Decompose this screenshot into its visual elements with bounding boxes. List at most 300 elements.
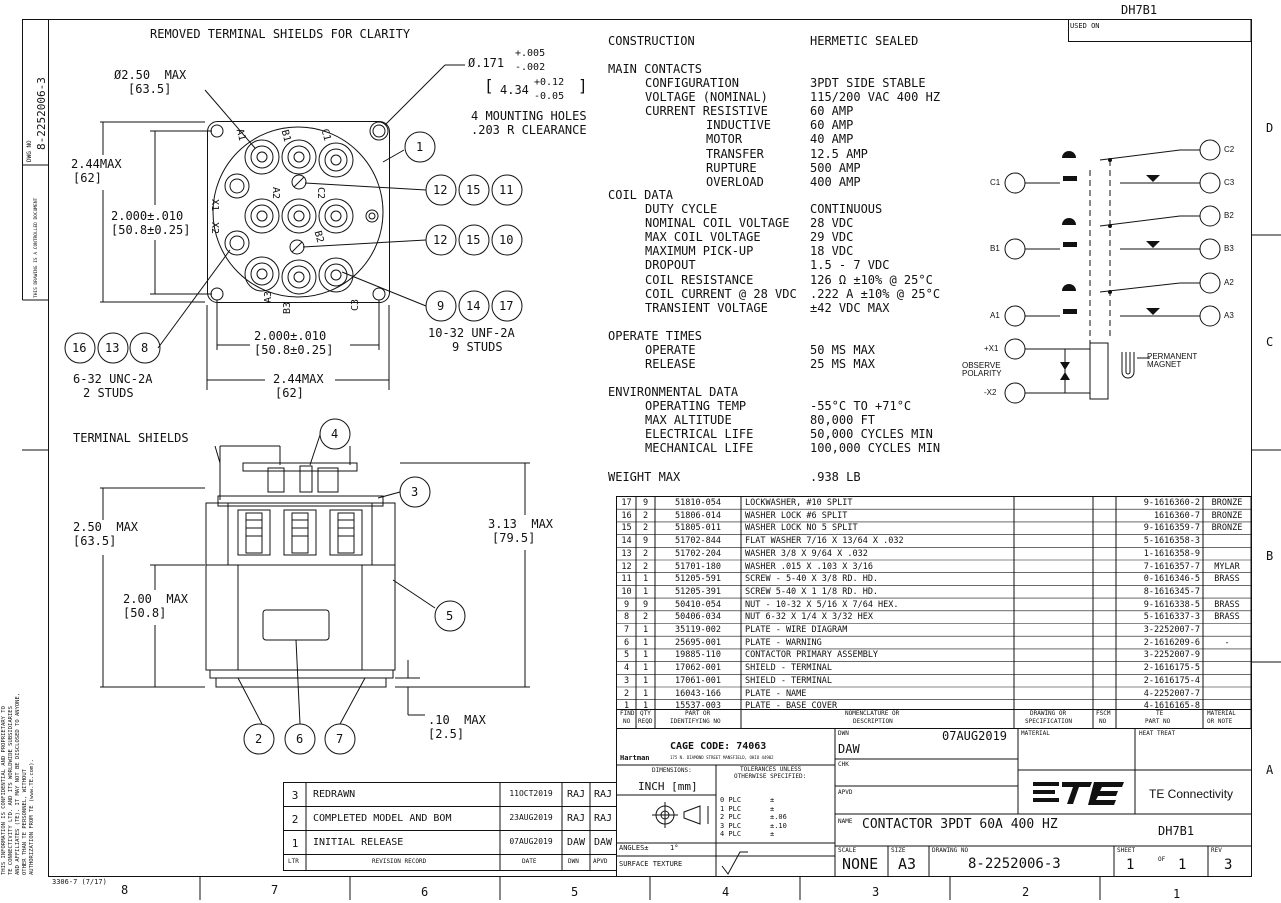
bom-cell-find: 13 (621, 548, 632, 559)
bom-cell-qty: 9 (642, 599, 649, 610)
spec-label: COIL CURRENT @ 28 VDC (645, 286, 797, 301)
bom-cell-part: 51702-844 (674, 536, 722, 547)
bom-cell-qty: 9 (642, 536, 649, 547)
chk-label: CHK (838, 761, 849, 768)
zone-8: 8 (121, 883, 129, 897)
balloon-13: 13 (105, 341, 120, 355)
bom-cell-desc: SHIELD - TERMINAL (745, 675, 832, 686)
mounting-note-2: .203 R CLEARANCE (471, 123, 587, 137)
company-addr: 175 N. DIAMOND STREET MANSFIELD, OHIO 44902 (670, 755, 774, 760)
rev-cell-record: REDRAWN (313, 789, 356, 800)
spec-value: -55°C TO +71°C (810, 399, 912, 413)
bom-hdr-qty-1: QTY (640, 710, 651, 717)
construction-value: HERMETIC SEALED (810, 34, 919, 48)
bom-cell-part: 51702-204 (674, 548, 722, 559)
bom-cell-find: 3 (623, 675, 630, 686)
zone-d: D (1266, 121, 1274, 135)
w-244-mm: [62] (275, 386, 304, 400)
bom-cell-desc: PLATE - BASE COVER (745, 701, 838, 712)
sch-a1: A1 (990, 311, 1000, 320)
rev-cell-apvd: RAJ (593, 789, 613, 800)
term-x1: X1 (209, 198, 221, 212)
bom-cell-part: 51810-054 (674, 498, 722, 508)
doc-id: DH7B1 (1158, 824, 1195, 838)
balloon-3: 3 (411, 485, 419, 499)
bom-hdr-te-2: PART NO (1145, 718, 1171, 725)
bom-cell-te: 1616360-7 (1153, 510, 1200, 521)
bom-cell-qty: 2 (642, 510, 649, 521)
rev-cell-date: 07AUG2019 (509, 837, 553, 846)
bom-hdr-te-1: TE (1156, 710, 1164, 717)
balloon-5: 5 (446, 609, 454, 623)
company-small: Hartman (620, 754, 650, 762)
spec-label: TRANSFER (706, 146, 764, 161)
bom-cell-qty: 9 (642, 498, 649, 508)
cage-code: CAGE CODE: 74063 (670, 741, 767, 752)
bom-cell-te: 7-1616357-7 (1143, 561, 1200, 572)
balloon-6: 6 (296, 732, 304, 746)
bom-cell-part: 15537-003 (674, 701, 722, 712)
bom-cell-find: 7 (623, 625, 630, 635)
proprietary-line-5: AUTHORIZATION FROM TE (www.TE.com). (29, 759, 35, 875)
spec-label: DROPOUT (645, 258, 696, 273)
spec-label: MAXIMUM PICK-UP (645, 244, 754, 259)
zone-1: 1 (1173, 887, 1181, 901)
name-value: CONTACTOR 3PDT 60A 400 HZ (862, 817, 1058, 832)
bom-hdr-fscm-2: NO (1099, 718, 1107, 725)
heat-treat-label: HEAT TREAT (1139, 730, 1176, 737)
bom-hdr-find-2: NO (623, 718, 631, 725)
tol-val: ± (770, 804, 775, 813)
rev-cell-record: INITIAL RELEASE (313, 837, 404, 848)
bom-cell-te: 2-1616175-5 (1143, 663, 1200, 674)
rev-cell-dwn: RAJ (566, 813, 586, 824)
bom-cell-part: 50410-054 (674, 599, 722, 610)
spec-label: TRANSIENT VOLTAGE (645, 300, 768, 315)
rev-label: REV (1211, 847, 1222, 854)
term-x2: X2 (209, 221, 221, 235)
hole-tol-plus: +.005 (515, 48, 546, 59)
bom-cell-desc: SCREW 5-40 X 1 1/8 RD. HD. (745, 586, 879, 597)
tol-val: ±.10 (770, 821, 787, 830)
h-2000: 2.000±.010 (111, 209, 184, 223)
bom-cell-desc: PLATE - WIRE DIAGRAM (745, 625, 848, 635)
dimensions-value: INCH [mm] (638, 780, 698, 793)
balloon-17: 17 (499, 299, 514, 313)
zone-4: 4 (722, 885, 730, 899)
w-2000-mm: [50.8±0.25] (254, 343, 334, 357)
hole-dia: Ø.171 (468, 56, 505, 70)
spec-value: 3PDT SIDE STABLE (810, 76, 926, 90)
h-313-mm: [79.5] (492, 531, 536, 545)
dwn-date: 07AUG2019 (942, 729, 1008, 743)
bracket-right: ] (578, 76, 588, 95)
term-a1: A1 (233, 127, 248, 143)
h-200: 2.00 MAX (123, 592, 189, 606)
bom-cell-part: 16043-166 (674, 688, 722, 699)
angles-label: ANGLES± (619, 844, 649, 852)
bom-cell-desc: PLATE - WARNING (745, 637, 822, 648)
rev-hdr-apvd: APVD (593, 858, 608, 865)
bom-hdr-find-1: FIND (620, 710, 635, 717)
bom-cell-te: 9-1616359-7 (1143, 523, 1200, 534)
sch-magnet: MAGNET (1147, 360, 1182, 369)
bom-cell-te: 4-1616165-8 (1143, 701, 1200, 712)
bom-cell-qty: 1 (642, 574, 649, 585)
sch-polarity: POLARITY (962, 369, 1002, 378)
spec-value: 60 AMP (810, 118, 854, 133)
sch-c2: C2 (1224, 145, 1235, 154)
h-250: 2.50 MAX (73, 520, 139, 534)
balloon-1: 1 (416, 140, 424, 154)
shields-label: TERMINAL SHIELDS (73, 431, 189, 445)
hole-mm-minus: -0.05 (534, 91, 565, 102)
spec-value: 25 MS MAX (810, 357, 876, 372)
scale-label: SCALE (838, 847, 857, 854)
bom-cell-te: 1-1616358-9 (1143, 548, 1200, 559)
bom-cell-part: 17061-001 (674, 675, 722, 686)
tol-val: ± (770, 796, 775, 804)
sch-b3: B3 (1224, 244, 1234, 253)
w-244: 2.44MAX (273, 372, 324, 386)
sch-b1: B1 (990, 244, 1000, 253)
bom-cell-find: 11 (621, 574, 632, 585)
controlled-note: THIS DRAWING IS A CONTROLLED DOCUMENT (34, 197, 39, 298)
sch-a3: A3 (1224, 311, 1234, 320)
spec-value: .222 A ±10% @ 25°C (810, 286, 941, 301)
balloon-12b: 12 (433, 233, 448, 247)
bom-cell-desc: SHIELD - TERMINAL (745, 663, 832, 674)
sch-coil-plus: +X1 (984, 344, 999, 353)
sch-c1: C1 (990, 178, 1001, 187)
spec-value: 12.5 AMP (810, 146, 868, 161)
stud-6-32-count: 2 STUDS (83, 386, 134, 400)
material-label: MATERIAL (1021, 730, 1050, 737)
top-title-number: DH7B1 (1121, 3, 1158, 17)
sch-a2: A2 (1224, 278, 1234, 287)
spec-value: 28 VDC (810, 216, 854, 231)
bom-cell-part: 25695-001 (674, 637, 722, 648)
spec-label: RUPTURE (706, 160, 757, 175)
hole-mm-plus: +0.12 (534, 77, 565, 88)
bom-cell-part: 51805-011 (674, 523, 722, 534)
tol-plc: 4 PLC (720, 830, 742, 838)
spec-label: DUTY CYCLE (645, 202, 718, 216)
bom-cell-te: 3-2252007-9 (1143, 650, 1200, 661)
bom-cell-find: 6 (623, 637, 630, 648)
bom-hdr-part-1: PART OR (685, 710, 711, 717)
spec-value: 18 VDC (810, 244, 854, 259)
bom-cell-desc: WASHER LOCK #6 SPLIT (745, 510, 848, 521)
bom-cell-te: 2-1616175-4 (1143, 675, 1200, 686)
rev-hdr-record: REVISION RECORD (372, 858, 427, 865)
bom-hdr-nom-2: DESCRIPTION (853, 718, 893, 725)
bom-cell-mat: BRASS (1214, 612, 1240, 623)
sheet-label: SHEET (1117, 847, 1136, 854)
dia-250-mm: [63.5] (128, 82, 172, 96)
bom-cell-te: 5-1616358-3 (1143, 536, 1200, 547)
bom-hdr-mat-2: OR NOTE (1207, 718, 1233, 725)
operate-times-label: OPERATE TIMES (608, 329, 702, 343)
bom-cell-qty: 1 (642, 688, 649, 699)
bom-cell-te: 8-1616345-7 (1143, 586, 1200, 597)
spec-value: 115/200 VAC 400 HZ (810, 90, 941, 105)
bom-hdr-qty-2: REQD (638, 718, 653, 725)
environmental-label: ENVIRONMENTAL DATA (608, 385, 739, 399)
bracket-left: [ (484, 76, 494, 95)
rev-cell-date: 11OCT2019 (509, 789, 553, 798)
balloon-12a: 12 (433, 183, 448, 197)
bom-cell-part: 51205-391 (674, 586, 722, 597)
zone-3: 3 (872, 885, 880, 899)
tol-plc: 2 PLC (720, 813, 742, 821)
used-on-label: USED ON (1070, 22, 1100, 30)
te-brand: TE Connectivity (1149, 787, 1234, 801)
bom-cell-qty: 1 (642, 650, 649, 661)
name-label: NAME (838, 818, 853, 825)
spec-label: VOLTAGE (NOMINAL) (645, 90, 768, 105)
construction-label: CONSTRUCTION (608, 34, 695, 48)
bom-cell-qty: 1 (642, 675, 649, 686)
rev-cell-ltr: 2 (291, 813, 299, 826)
bom-cell-te: 9-1616338-5 (1143, 599, 1200, 610)
bom-cell-find: 12 (621, 561, 632, 572)
bom-cell-find: 2 (623, 688, 630, 699)
spec-value: CONTINUOUS (810, 202, 883, 216)
spec-value: ±42 VDC MAX (810, 300, 890, 315)
bom-cell-find: 15 (621, 523, 632, 534)
h-244-mm: [62] (73, 171, 102, 185)
rev-cell-record: COMPLETED MODEL AND BOM (313, 813, 452, 824)
bom-cell-te: 9-1616360-2 (1143, 498, 1200, 508)
bom-cell-qty: 2 (642, 548, 649, 559)
rev-cell-ltr: 3 (291, 789, 299, 802)
spec-label: COIL RESISTANCE (645, 272, 754, 287)
spec-value: 29 VDC (810, 230, 854, 245)
bom-cell-part: 50406-034 (674, 612, 722, 623)
dwn-label: DWN (838, 730, 849, 737)
bom-cell-find: 10 (621, 586, 632, 597)
rev-cell-apvd: RAJ (593, 813, 613, 824)
balloon-9: 9 (437, 299, 445, 313)
bom-cell-find: 8 (623, 612, 630, 623)
spec-label: OPERATE (645, 343, 696, 357)
term-c2: C2 (315, 186, 327, 200)
tol-val: ±.06 (770, 813, 787, 821)
rev-cell-ltr: 1 (291, 837, 299, 850)
spec-label: MAX ALTITUDE (645, 413, 732, 428)
stud-10-32: 10-32 UNF-2A (428, 326, 515, 340)
mounting-note-1: 4 MOUNTING HOLES (471, 109, 587, 123)
bom-hdr-mat-1: MATERIAL (1207, 710, 1236, 717)
h-313: 3.13 MAX (488, 517, 554, 531)
sch-b2: B2 (1224, 211, 1234, 220)
bom-hdr-dwg-1: DRAWING OR (1030, 710, 1067, 717)
bom-hdr-dwg-2: SPECIFICATION (1025, 718, 1072, 725)
bom-cell-qty: 2 (642, 561, 649, 572)
h-2000-mm: [50.8±0.25] (111, 223, 191, 237)
proprietary-line-1: THIS INFORMATION IS CONFIDENTIAL AND PROPRIETARY TO (1, 706, 7, 875)
rev-hdr-date: DATE (522, 858, 537, 865)
bom-cell-desc: LOCKWASHER, #10 SPLIT (745, 498, 853, 508)
rev-cell-apvd: DAW (593, 837, 613, 848)
zone-c: C (1266, 335, 1274, 349)
stud-6-32: 6-32 UNC-2A (73, 372, 153, 386)
balloon-15a: 15 (466, 183, 481, 197)
proprietary-line-3: AND AFFILIATES (TE). IT MAY NOT BE DISCLOSED TO ANYONE, (15, 692, 21, 875)
balloon-16: 16 (72, 341, 87, 355)
proprietary-line-4: OTHER THAN TE PERSONNEL, WITHOUT (22, 769, 28, 875)
spec-label: OVERLOAD (706, 174, 764, 189)
spec-label: MOTOR (706, 132, 743, 147)
bom-cell-mat: - (1224, 637, 1230, 648)
sch-c3: C3 (1224, 178, 1235, 187)
dwg-no-label: DWG NO (26, 140, 33, 162)
hole-tol-minus: -.002 (515, 62, 546, 73)
bom-cell-find: 4 (623, 663, 630, 674)
tol-val: ± (770, 830, 775, 838)
bom-cell-qty: 1 (642, 663, 649, 674)
bom-cell-qty: 1 (642, 637, 649, 648)
surface-label: SURFACE TEXTURE (619, 860, 683, 868)
dia-250: Ø2.50 MAX (114, 68, 187, 82)
bom-cell-find: 1 (623, 701, 630, 712)
rev-hdr-ltr: LTR (288, 858, 299, 865)
term-b3: B3 (282, 301, 294, 315)
drawing-no-label: DRAWING NO (932, 847, 969, 854)
sch-observe: OBSERVE (962, 361, 1001, 370)
spec-label: INDUCTIVE (706, 118, 772, 133)
balloon-2: 2 (255, 732, 263, 746)
bom-cell-mat: BRASS (1214, 574, 1240, 585)
sch-coil-minus: -X2 (984, 388, 997, 397)
spec-label: CONFIGURATION (645, 76, 739, 90)
angles-value: 1° (670, 844, 679, 852)
bom-cell-te: 4-2252007-7 (1143, 688, 1200, 699)
bom-cell-desc: PLATE - NAME (745, 688, 807, 699)
tol-plc: 1 PLC (720, 804, 742, 813)
term-c1: C1 (318, 127, 333, 143)
tol-label-2: OTHERWISE SPECIFIED: (734, 773, 807, 780)
bom-cell-qty: 2 (642, 612, 649, 623)
spec-value: 50 MS MAX (810, 343, 876, 357)
coil-data-label: COIL DATA (608, 188, 674, 202)
bom-cell-mat: MYLAR (1214, 561, 1240, 572)
spec-value: 1.5 - 7 VDC (810, 258, 890, 273)
zone-6: 6 (421, 885, 429, 899)
bom-cell-qty: 1 (642, 586, 649, 597)
top-view-note: REMOVED TERMINAL SHIELDS FOR CLARITY (150, 27, 411, 41)
spec-label: MECHANICAL LIFE (645, 441, 754, 456)
of-value: 1 (1178, 857, 1187, 873)
bom-cell-part: 17062-001 (674, 663, 722, 674)
bom-cell-te: 5-1616337-3 (1143, 612, 1200, 623)
bom-cell-part: 51205-591 (674, 574, 722, 585)
zone-7: 7 (271, 883, 279, 897)
bom-hdr-fscm-1: FSCM (1096, 710, 1111, 717)
weight-label: WEIGHT MAX (608, 470, 681, 484)
hole-mm: 4.34 (500, 83, 529, 97)
size-value: A3 (898, 855, 917, 873)
bom-cell-desc: WASHER .015 X .103 X 3/16 (745, 561, 873, 572)
stud-10-32-count: 9 STUDS (452, 340, 503, 354)
term-a3: A3 (263, 290, 275, 304)
bom-cell-mat: BRONZE (1211, 523, 1243, 534)
size-label: SIZE (891, 847, 906, 854)
h-010-mm: [2.5] (428, 727, 465, 741)
bom-cell-part: 19885-110 (674, 650, 722, 661)
dwg-no-vertical: 8-2252006-3 (35, 77, 48, 150)
bom-cell-find: 14 (621, 536, 632, 547)
sheet-value: 1 (1126, 857, 1135, 873)
bom-cell-desc: FLAT WASHER 7/16 X 13/64 X .032 (745, 536, 904, 547)
sch-permanent: PERMANENT (1147, 352, 1198, 361)
weight-value: .938 LB (810, 470, 861, 484)
of-label: OF (1158, 856, 1166, 863)
bom-cell-find: 9 (623, 599, 630, 610)
zone-b: B (1266, 549, 1274, 563)
bom-cell-desc: NUT 6-32 X 1/4 X 3/32 HEX (745, 612, 873, 623)
tol-plc: 3 PLC (720, 821, 742, 830)
apvd-label: APVD (838, 789, 853, 796)
spec-value: 500 AMP (810, 160, 861, 175)
balloon-8: 8 (141, 341, 149, 355)
bom-cell-desc: SCREW - 5-40 X 3/8 RD. HD. (745, 574, 879, 585)
balloon-10: 10 (499, 233, 514, 247)
spec-label: OPERATING TEMP (645, 399, 747, 413)
spec-label: ELECTRICAL LIFE (645, 427, 754, 442)
bom-cell-part: 51806-014 (674, 510, 722, 521)
bom-cell-desc: WASHER 3/8 X 9/64 X .032 (745, 548, 868, 559)
zone-a: A (1266, 763, 1274, 777)
term-c3: C3 (350, 298, 362, 312)
bom-cell-te: 2-1616209-6 (1143, 637, 1200, 648)
bom-cell-desc: CONTACTOR PRIMARY ASSEMBLY (745, 650, 879, 661)
bom-cell-desc: WASHER LOCK NO 5 SPLIT (745, 523, 858, 534)
bom-hdr-part-2: IDENTIFYING NO (670, 718, 721, 725)
bom-cell-te: 0-1616346-5 (1143, 574, 1200, 585)
term-b1: B1 (278, 128, 293, 144)
zone-5: 5 (571, 885, 579, 899)
bom-cell-qty: 1 (642, 625, 649, 635)
rev-cell-dwn: RAJ (566, 789, 586, 800)
bom-cell-part: 35119-002 (674, 625, 722, 635)
drawing-no-value: 8-2252006-3 (968, 856, 1061, 872)
bom-cell-mat: BRONZE (1211, 510, 1243, 521)
spec-value: 60 AMP (810, 104, 854, 119)
h-244: 2.44MAX (71, 157, 122, 171)
bom-cell-qty: 2 (642, 523, 649, 534)
term-b2: B2 (311, 229, 326, 245)
bom-cell-mat: BRASS (1214, 599, 1240, 610)
bom-cell-qty: 1 (642, 701, 649, 712)
tol-plc: 0 PLC (720, 796, 742, 804)
scale-value: NONE (842, 855, 879, 873)
spec-label: RELEASE (645, 357, 696, 372)
w-2000: 2.000±.010 (254, 329, 327, 343)
spec-value: 400 AMP (810, 174, 861, 189)
balloon-14: 14 (466, 299, 481, 313)
h-200-mm: [50.8] (123, 606, 167, 620)
spec-value: 40 AMP (810, 132, 854, 147)
balloon-11: 11 (499, 183, 514, 197)
tol-label-1: TOLERANCES UNLESS (740, 766, 802, 773)
spec-label: MAX COIL VOLTAGE (645, 230, 761, 245)
bom-cell-find: 17 (621, 498, 632, 508)
balloon-15b: 15 (466, 233, 481, 247)
spec-value: 126 Ω ±10% @ 25°C (810, 272, 933, 287)
main-contacts-label: MAIN CONTACTS (608, 62, 702, 76)
